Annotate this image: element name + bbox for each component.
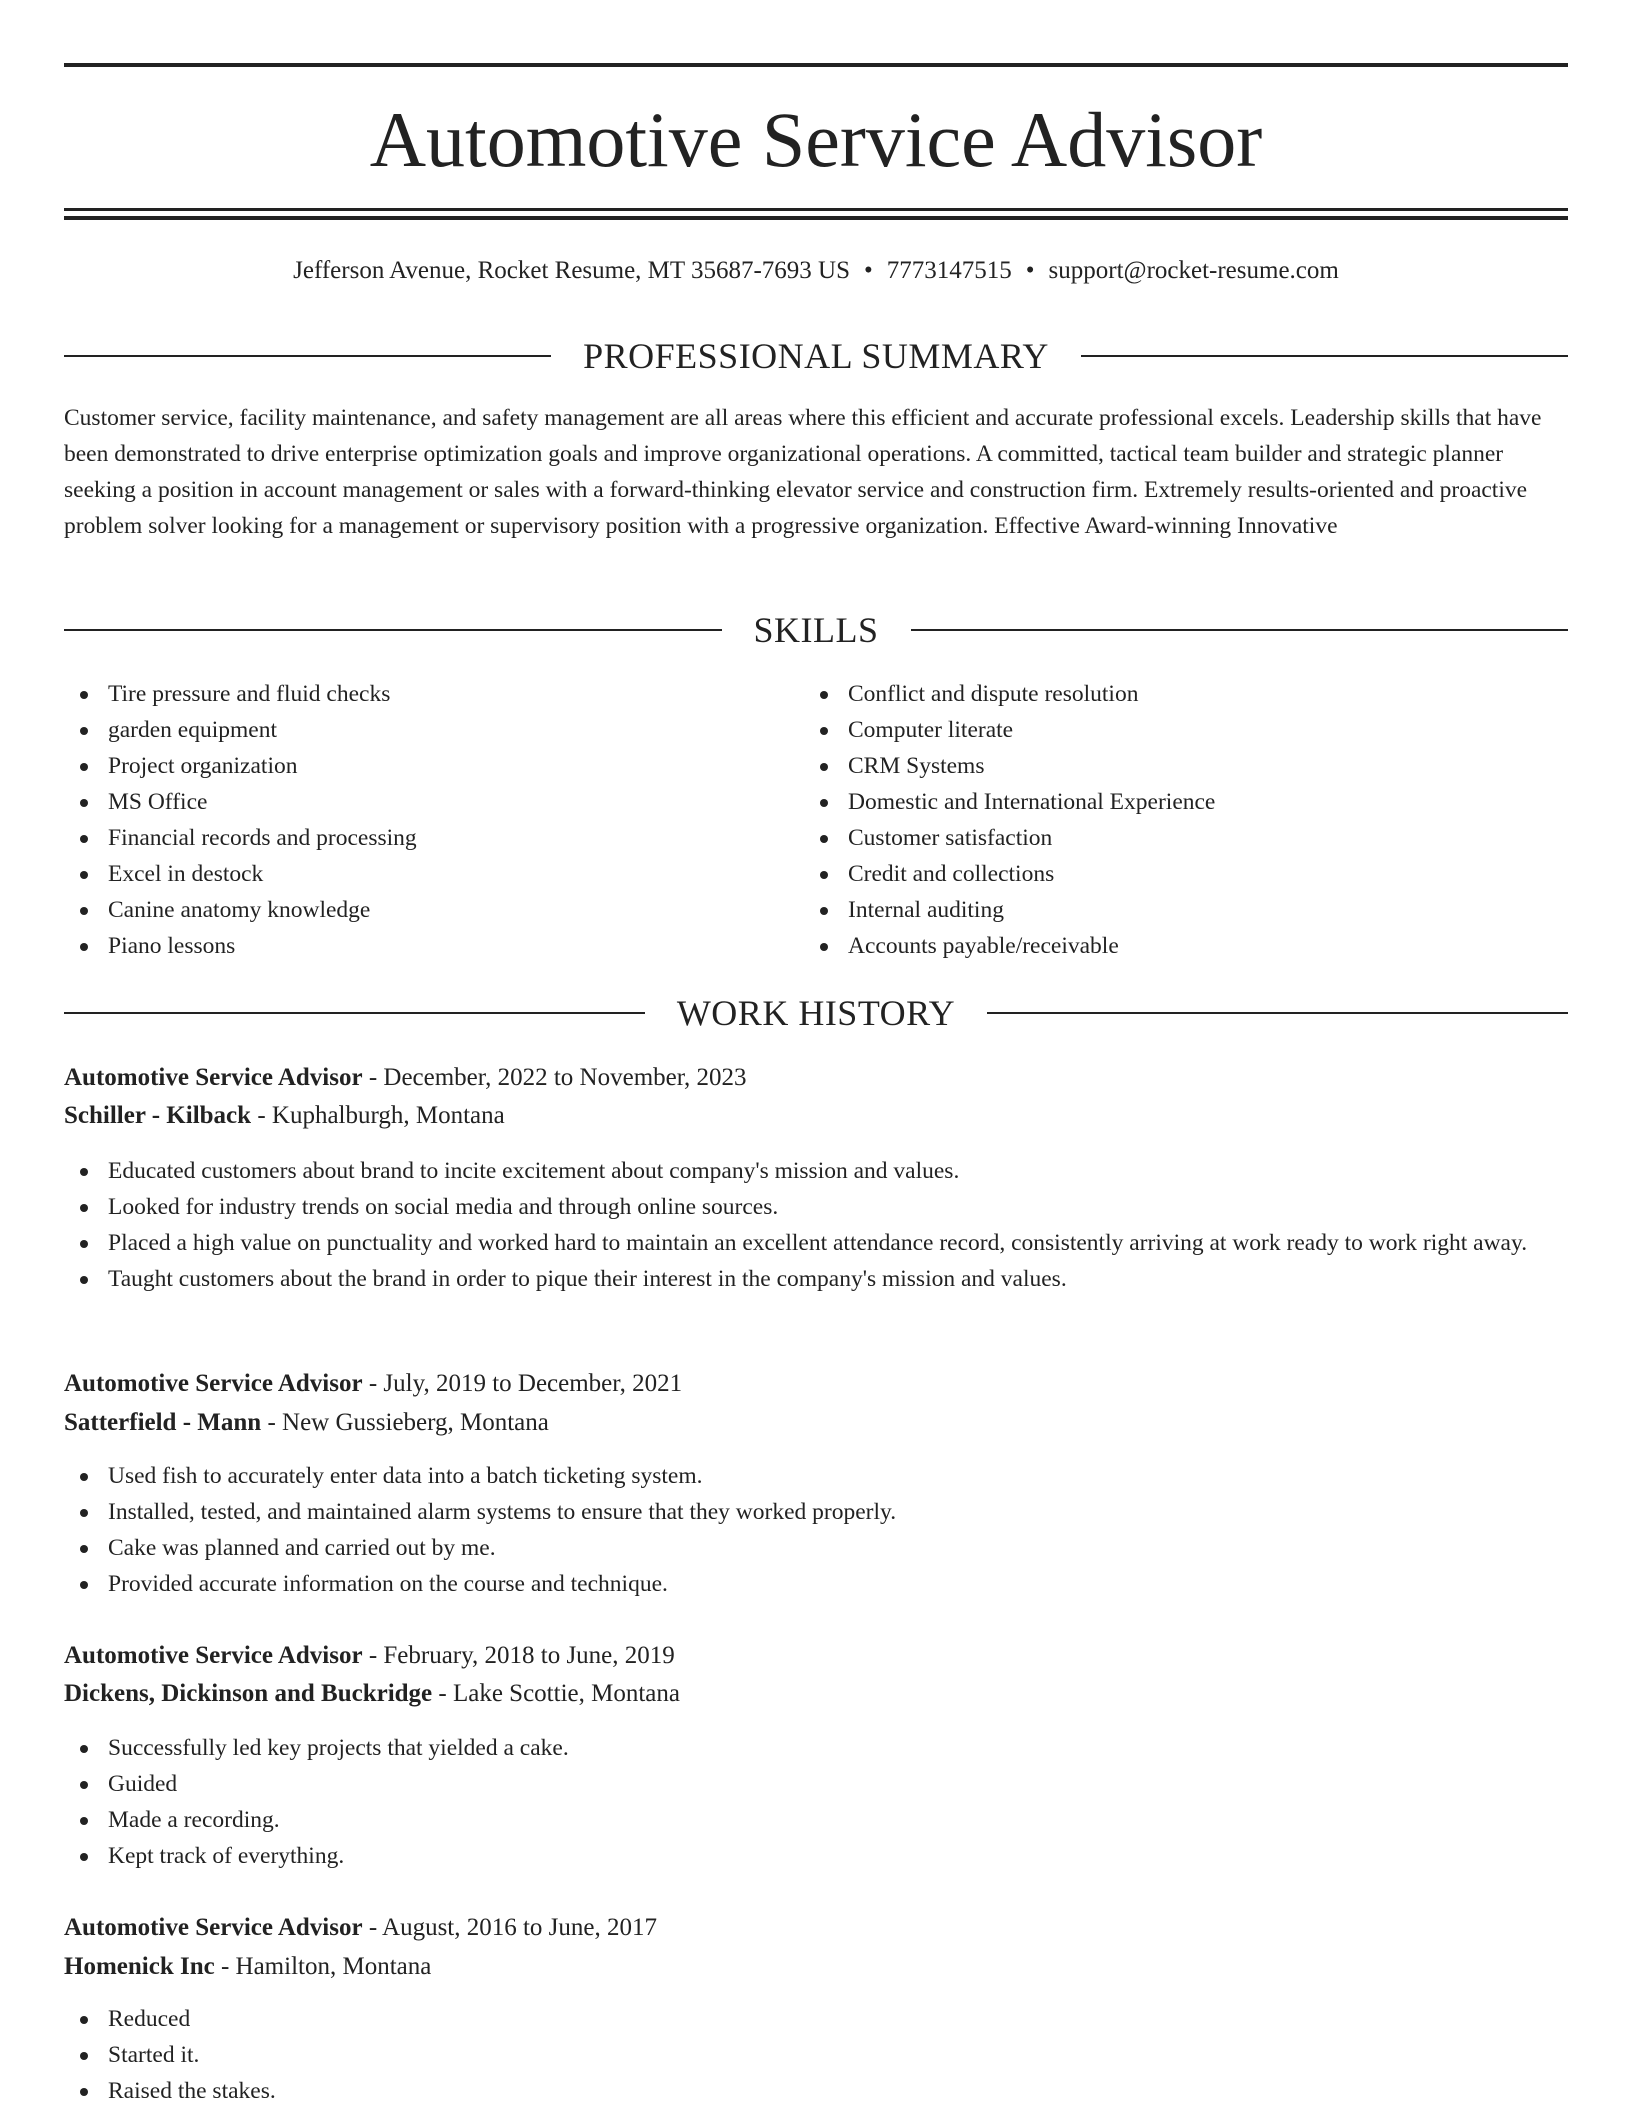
resume-title: Automotive Service Advisor [369,96,1263,183]
job-company: Dickens, Dickinson and Buckridge [64,1680,433,1707]
job-company-line [64,1949,431,1985]
job-dates: - July, 2019 to December, 2021 [362,1370,683,1397]
heading-rule-left [64,629,722,631]
top-rule [64,63,1568,67]
job-bullets [64,1153,1568,1297]
skills-heading-text: SKILLS [753,610,879,650]
job-bullets [64,1458,1568,1602]
heading-rule-right [987,1012,1568,1014]
list-item: Credit and collections [804,856,1544,892]
skills-column-left [64,676,804,964]
job-title: Automotive Service Advisor [64,1914,363,1941]
job-dates: - December, 2022 to November, 2023 [362,1064,747,1091]
contact-email: support@rocket-resume.com [1048,257,1339,284]
list-item: Started it. [64,2037,1568,2073]
list-item: Reduced [64,2001,1568,2037]
title-rule-upper [64,208,1568,211]
job-title-line [64,1638,675,1674]
work-section-heading [64,991,1568,1035]
job-location: - Lake Scottie, Montana [432,1680,680,1707]
job-title-line [64,1060,747,1096]
list-item: Computer literate [804,712,1544,748]
list-item: Domestic and International Experience [804,784,1544,820]
skills-section-heading [64,608,1568,652]
heading-rule-left [64,1012,645,1014]
job-title: Automotive Service Advisor [64,1370,363,1397]
job-title: Automotive Service Advisor [64,1064,363,1091]
contact-line [64,254,1568,288]
job-company-line [64,1098,505,1134]
list-item: CRM Systems [804,748,1544,784]
contact-separator: • [864,257,873,284]
title-rule-lower [64,216,1568,220]
list-item: Placed a high value on punctuality and worked hard to maintain an excellent attendance record, consistently arriving at work ready to work right away. [64,1225,1568,1261]
job-dates: - February, 2018 to June, 2019 [362,1642,675,1669]
contact-address: Jefferson Avenue, Rocket Resume, MT 35687-7693 US [293,257,851,284]
list-item: Educated customers about brand to incite excitement about company's mission and values. [64,1153,1568,1189]
contact-separator: • [1025,257,1035,284]
list-item: Internal auditing [804,892,1544,928]
heading-rule-right [1081,355,1568,357]
list-item: Excel in destock [64,856,804,892]
list-item: Cake was planned and carried out by me. [64,1530,1568,1566]
list-item: Taught customers about the brand in order to pique their interest in the company's mission and values. [64,1261,1568,1297]
skills-list-right [804,676,1544,964]
list-item: Tire pressure and fluid checks [64,676,804,712]
job-location: - New Gussieberg, Montana [261,1409,549,1436]
list-item: Made a recording. [64,1802,1568,1838]
work-heading-text: WORK HISTORY [676,993,956,1033]
summary-paragraph: Customer service, facility maintenance, and safety management are all areas where this efficient and accurate professional excels. Leadership skills that have been demonstrated to drive enterprise optimization goals and improve organizational operations. A committed, tactical team builder and strategic planner seeking a position in account management or sales with a forward-thinking elevator service and construction firm. Extremely results-oriented and proactive problem solver looking for a management or supervisory position with a progressive organization. Effective Award-winning Innovative [64,405,1542,539]
list-item: garden equipment [64,712,804,748]
list-item: Canine anatomy knowledge [64,892,804,928]
job-title-line [64,1910,657,1946]
contact-phone: 7773147515 [886,257,1012,284]
summary-section-heading [64,334,1568,378]
job-company-line [64,1676,680,1712]
list-item: Customer satisfaction [804,820,1544,856]
list-item: Kept track of everything. [64,1838,1568,1874]
list-item: Looked for industry trends on social media and through online sources. [64,1189,1568,1225]
list-item: Financial records and processing [64,820,804,856]
list-item: Accounts payable/receivable [804,928,1544,964]
list-item: Used fish to accurately enter data into a batch ticketing system. [64,1458,1568,1494]
skills-list-left [64,676,804,964]
list-item: Conflict and dispute resolution [804,676,1544,712]
list-item: Piano lessons [64,928,804,964]
list-item: Project organization [64,748,804,784]
job-location: - Hamilton, Montana [214,1953,432,1980]
list-item: Installed, tested, and maintained alarm systems to ensure that they worked properly. [64,1494,1568,1530]
job-bullets [64,2001,1568,2109]
job-bullets [64,1730,1568,1874]
list-item: MS Office [64,784,804,820]
list-item: Successfully led key projects that yielded a cake. [64,1730,1568,1766]
heading-rule-right [911,629,1569,631]
list-item: Provided accurate information on the course and technique. [64,1566,1568,1602]
summary-heading-text: PROFESSIONAL SUMMARY [583,336,1049,376]
heading-rule-left [64,355,551,357]
job-company: Homenick Inc [64,1953,215,1980]
job-company: Satterfield - Mann [64,1409,262,1436]
skills-column-right [804,676,1544,964]
job-dates: - August, 2016 to June, 2017 [362,1914,658,1941]
job-title-line [64,1366,682,1402]
list-item: Guided [64,1766,1568,1802]
list-item: Raised the stakes. [64,2073,1568,2109]
job-title: Automotive Service Advisor [64,1642,363,1669]
job-company-line [64,1405,549,1441]
job-location: - Kuphalburgh, Montana [251,1102,505,1129]
job-company: Schiller - Kilback [64,1102,252,1129]
